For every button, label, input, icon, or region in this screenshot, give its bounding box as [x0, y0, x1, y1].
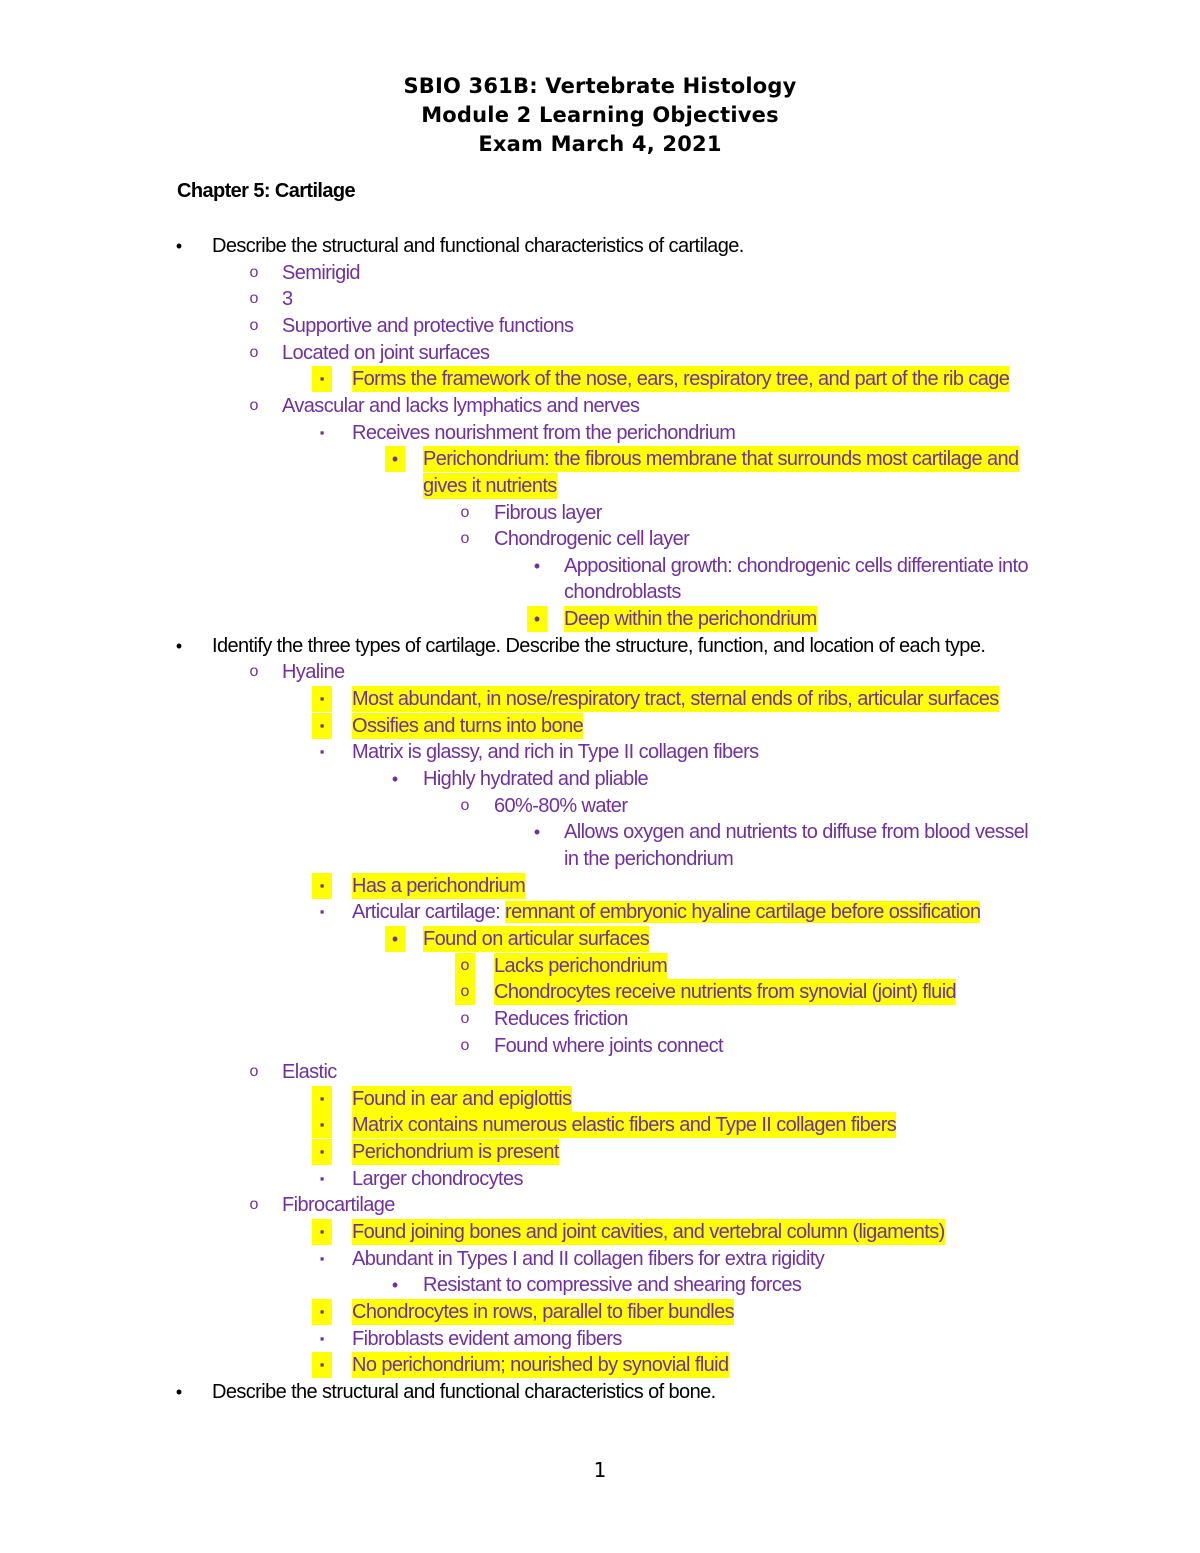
- bullet-icon: ▪: [312, 1086, 332, 1112]
- bullet-icon: o: [249, 290, 259, 307]
- bullet-icon: ▪: [312, 1299, 332, 1325]
- outline-item-text: Chondrocytes in rows, parallel to fiber bundles: [352, 1301, 735, 1323]
- bullet-icon: o: [460, 504, 470, 521]
- bullet-icon: ▪: [312, 873, 332, 899]
- outline-item-text: Most abundant, in nose/respiratory tract, sternal ends of ribs, articular surfaces: [352, 688, 999, 710]
- outline-item-text: Appositional growth: chondrogenic cells differentiate into: [564, 555, 1029, 577]
- outline-item-text: [352, 899, 980, 925]
- outline-item-text: Semirigid: [282, 262, 360, 284]
- bullet-icon: •: [527, 606, 547, 632]
- bullet-icon: o: [249, 1196, 259, 1213]
- outline-item-text: Abundant in Types I and II collagen fibers for extra rigidity: [352, 1248, 825, 1270]
- outline-item-text: Found on articular surfaces: [423, 928, 650, 950]
- bullet-icon: o: [249, 317, 259, 334]
- bullet-icon: ▪: [319, 744, 325, 759]
- outline-item-text: Fibrocartilage: [282, 1194, 395, 1216]
- bullet-icon: •: [391, 769, 399, 789]
- bullet-icon: ▪: [319, 1331, 325, 1346]
- exam-date: Exam March 4, 2021: [478, 132, 722, 156]
- bullet-icon: •: [175, 236, 183, 256]
- outline-item-text: Lacks perichondrium: [494, 955, 668, 977]
- outline-item-text: Fibrous layer: [494, 502, 602, 524]
- outline-item-text: Chondrocytes receive nutrients from synovial (joint) fluid: [494, 981, 957, 1003]
- bullet-icon: •: [533, 556, 541, 576]
- bullet-icon: o: [455, 979, 475, 1005]
- bullet-icon: ▪: [319, 425, 325, 440]
- outline-item-text-segment: remnant of embryonic hyaline cartilage before ossification: [505, 901, 981, 923]
- bullet-icon: ▪: [312, 1352, 332, 1378]
- outline-item-text: Deep within the perichondrium: [564, 608, 817, 630]
- bullet-icon: •: [385, 926, 405, 952]
- bullet-icon: o: [460, 1037, 470, 1054]
- outline-item-text: 3: [282, 288, 293, 310]
- outline-item-text: Chondrogenic cell layer: [494, 528, 690, 550]
- outline-item-text: Allows oxygen and nutrients to diffuse from blood vessel: [564, 821, 1029, 843]
- bullet-icon: ▪: [319, 904, 325, 919]
- bullet-icon: ▪: [319, 1251, 325, 1266]
- bullet-icon: o: [249, 264, 259, 281]
- outline-item-text: 60%-80% water: [494, 795, 628, 817]
- bullet-icon: o: [460, 530, 470, 547]
- outline-item-text: Matrix is glassy, and rich in Type II collagen fibers: [352, 741, 759, 763]
- bullet-icon: o: [249, 1063, 259, 1080]
- outline-item-text: Receives nourishment from the perichondrium: [352, 422, 736, 444]
- outline-item-text: Elastic: [282, 1061, 337, 1083]
- outline-item-text: Matrix contains numerous elastic fibers and Type II collagen fibers: [352, 1114, 897, 1136]
- bullet-icon: o: [460, 797, 470, 814]
- outline-item-text: in the perichondrium: [564, 848, 734, 870]
- outline-item-text: Ossifies and turns into bone: [352, 715, 584, 737]
- outline-item-text: Describe the structural and functional characteristics of cartilage.: [212, 235, 744, 257]
- bullet-icon: ▪: [312, 686, 332, 712]
- bullet-icon: •: [175, 1382, 183, 1402]
- outline-item-text: Perichondrium: the fibrous membrane that surrounds most cartilage and: [423, 448, 1019, 470]
- outline-item-text: Highly hydrated and pliable: [423, 768, 649, 790]
- outline-item-text: Describe the structural and functional characteristics of bone.: [212, 1381, 716, 1403]
- outline-item-text: Avascular and lacks lymphatics and nerves: [282, 395, 640, 417]
- bullet-icon: ▪: [312, 1112, 332, 1138]
- module-title: Module 2 Learning Objectives: [421, 103, 779, 127]
- outline-item-text: gives it nutrients: [423, 475, 557, 497]
- outline-item-text: Identify the three types of cartilage. Describe the structure, function, and location of each type.: [212, 635, 986, 657]
- outline-item-text: Found in ear and epiglottis: [352, 1088, 572, 1110]
- outline-item-text: Fibroblasts evident among fibers: [352, 1328, 622, 1350]
- outline-item-text: Found where joints connect: [494, 1035, 723, 1057]
- bullet-icon: o: [249, 344, 259, 361]
- outline-item-text: Located on joint surfaces: [282, 342, 490, 364]
- bullet-icon: ▪: [319, 1171, 325, 1186]
- chapter-heading: Chapter 5: Cartilage: [177, 180, 356, 202]
- bullet-icon: •: [533, 822, 541, 842]
- course-title: SBIO 361B: Vertebrate Histology: [403, 74, 797, 98]
- outline-item-text: Hyaline: [282, 661, 345, 683]
- bullet-icon: •: [175, 636, 183, 656]
- outline-item-text: Forms the framework of the nose, ears, respiratory tree, and part of the rib cage: [352, 368, 1010, 390]
- bullet-icon: ▪: [312, 366, 332, 392]
- outline-item-text: chondroblasts: [564, 581, 681, 603]
- bullet-icon: •: [385, 446, 405, 472]
- bullet-icon: •: [391, 1275, 399, 1295]
- outline-item-text: Larger chondrocytes: [352, 1168, 523, 1190]
- bullet-icon: o: [455, 953, 475, 979]
- bullet-icon: ▪: [312, 1139, 332, 1165]
- outline-item-text: Perichondrium is present: [352, 1141, 559, 1163]
- bullet-icon: o: [249, 397, 259, 414]
- bullet-icon: o: [460, 1010, 470, 1027]
- bullet-icon: ▪: [312, 1219, 332, 1245]
- outline-item-text: Reduces friction: [494, 1008, 628, 1030]
- bullet-icon: o: [249, 663, 259, 680]
- outline-item-text: Resistant to compressive and shearing forces: [423, 1274, 802, 1296]
- page-number: 1: [593, 1458, 607, 1482]
- outline-item-text-segment: Articular cartilage:: [352, 901, 506, 923]
- outline-item-text: No perichondrium; nourished by synovial fluid: [352, 1354, 729, 1376]
- outline-item-text: Supportive and protective functions: [282, 315, 574, 337]
- outline-item-text: Has a perichondrium: [352, 875, 526, 897]
- outline-item-text: Found joining bones and joint cavities, and vertebral column (ligaments): [352, 1221, 945, 1243]
- bullet-icon: ▪: [312, 713, 332, 739]
